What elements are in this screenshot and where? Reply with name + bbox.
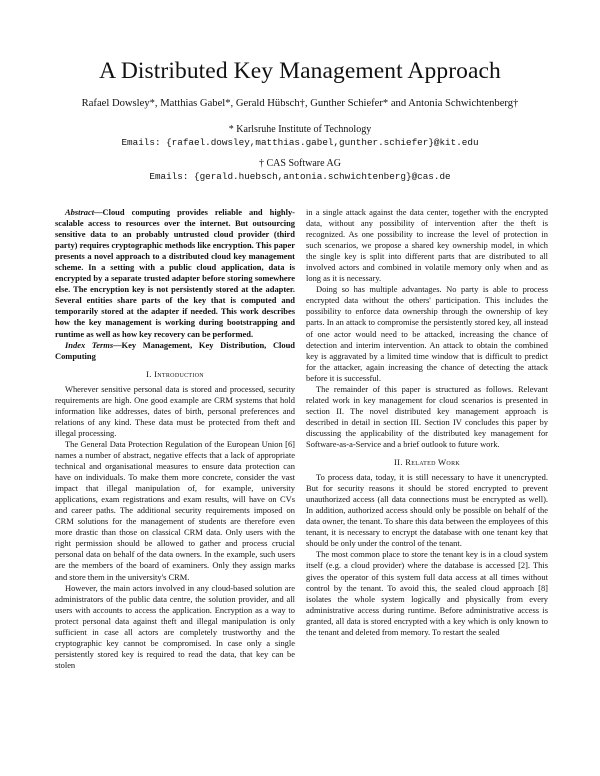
section-number: II. bbox=[394, 457, 406, 468]
section-title: Related Work bbox=[405, 457, 460, 468]
paragraph: Wherever sensitive personal data is stored and processed, security requirements are high. One good example are CRM systems that hold information like addresses, dates of birth, personal preferences and relations of any kind. These data must be protected from theft and illegal processing. bbox=[55, 383, 295, 438]
paragraph: However, the main actors involved in any cloud-based solution are administrators of the public data centre, the solution provider, and all users with accounts to access the application. Encryption as a way to protect personal data against theft and illegal manipulation is only sufficient in case all actors are completely trustworthy and the cryptographic key cannot be compromised. In case only a single persistently stored key is required to read the data, that key can be stolen bbox=[55, 582, 295, 670]
paper-title: A Distributed Key Management Approach bbox=[99, 58, 501, 84]
section-number: I. bbox=[146, 368, 155, 379]
paragraph: in a single attack against the data center, together with the encrypted data, without any possibility of intervention after the theft is recognized. As one possibility to increase the level of protection in such scenarios, we propose a shared key ownership model, in which the single key is split into different parts that are distributed to all involved actors and combined in volatile memory only when and as long as it is necessary. bbox=[306, 207, 548, 284]
index-terms-label: Index Terms bbox=[65, 339, 114, 350]
author-list: Rafael Dowsley*, Matthias Gabel*, Gerald Hübsch†, Gunther Schiefer* and Antonia Schwichtenberg† bbox=[81, 98, 519, 109]
abstract-text: —Cloud computing provides reliable and highly-scalable access to resources over the internet. But outsourcing sensitive data to an probably untrusted cloud provider (third party) requires cryptographic methods like encryption. This paper presents a novel approach to a distributed cloud key management scheme. In a setting with a public cloud application, data is encrypted by a separate trusted adapter before storing somewhere else. The encryption key is not persistently stored at the adapter. Several entities share parts of the key that is computed and temporarily stored at the adapter if needed. This work describes how the key management is working during bootstrapping and runtime as well as how key recovery can be performed. bbox=[55, 207, 295, 339]
paragraph: The General Data Protection Regulation of the European Union [6] names a number of abstract, negative effects that a lack of appropriate technical and organisational measures to ensure data protection can have on individuals. To make them more concrete, consider the vast impact that illegal manipulation of, for example, university applications, exam registrations and exam results, will have on CVs and career paths. The additional security requirements imposed on CRM solutions for the management of students are therefore even more drastic than those on classical CRM data. Only users with the right permission should be allowed to gather and process crucial personal data on behalf of the data owners. In the example, such users are the members of the board of examiners. Only they assign marks and store them in the university's CRM. bbox=[55, 438, 295, 582]
paragraph: Doing so has multiple advantages. No party is able to process encrypted data without the others' participation. This includes the possibility to enforce data ownership through the ownership of key parts. In an attack to compromise the persistently stored key, all instead of one actor would need to be attacked, increasing the chance of detection and interim intervention. An attack to obtain the combined key is aggravated by a limited time window that is difficult to predict for the attacker, again increasing the chance of detecting the attack before it is successful. bbox=[306, 284, 548, 383]
section-title: Introduction bbox=[154, 368, 204, 379]
abstract bbox=[55, 207, 295, 340]
section-heading-introduction bbox=[55, 369, 295, 380]
index-terms-text: —Key Management, Key Distribution, Cloud Computing bbox=[55, 339, 296, 361]
section-heading-related-work bbox=[306, 457, 548, 468]
abstract-label: Abstract bbox=[65, 207, 95, 217]
emails-kit: Emails: {rafael.dowsley,matthias.gabel,gunther.schiefer}@kit.edu bbox=[121, 137, 479, 148]
left-column bbox=[55, 207, 295, 671]
right-column bbox=[306, 207, 548, 638]
affiliation-kit: * Karlsruhe Institute of Technology bbox=[228, 124, 372, 135]
paragraph: The most common place to store the tenant key is in a cloud system itself (e.g. a cloud provider) where the database is accessed [2]. This gives the operator of this system full data access at all times without control by the tenant. To avoid this, the sealed cloud approach [8] isolates the whole system logically and physically from every administrative access during runtime. Before administrative access is granted, all data is stored encrypted with a key which is only known to the tenant and deleted from memory. To restart the sealed bbox=[306, 549, 548, 637]
index-terms bbox=[55, 340, 295, 362]
paragraph: The remainder of this paper is structured as follows. Relevant related work in key management for cloud scenarios is presented in section II. The novel distributed key management approach is described in detail in section III. Section IV concludes this paper by discussing the applicability of the distributed key management for Software-as-a-Service and a brief outlook to future work. bbox=[306, 383, 548, 449]
emails-cas: Emails: {gerald.huebsch,antonia.schwichtenberg}@cas.de bbox=[149, 171, 451, 182]
paragraph: To process data, today, it is still necessary to have it unencrypted. But for security reasons it should be stored encrypted to prevent unauthorized access (all data connections must be encrypted as well). In addition, authorized access should only be possible on behalf of the data owner, the tenant. To share this data between the employees of this tenant, it is necessary to encrypt the database with one tenant key that should be only under the control of the tenant. bbox=[306, 472, 548, 549]
affiliation-cas: † CAS Software AG bbox=[259, 158, 341, 169]
